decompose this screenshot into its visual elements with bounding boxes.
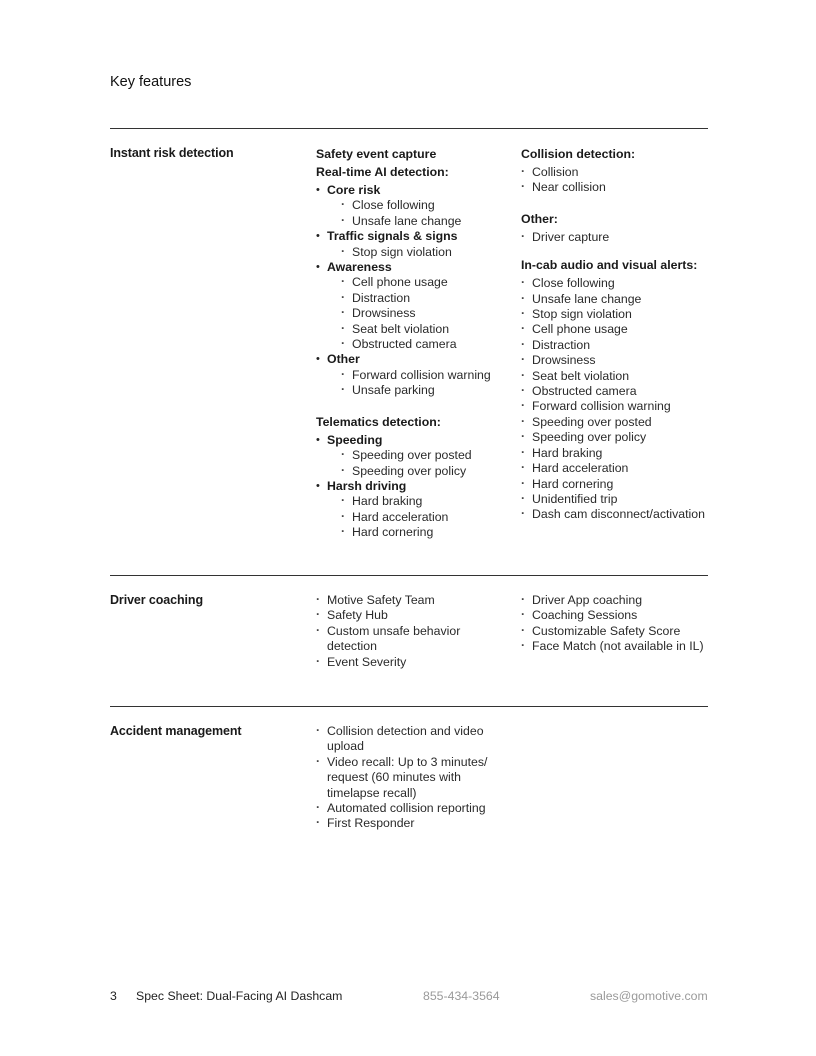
list-item: · Collision detection and video upload bbox=[316, 724, 506, 755]
footer-email: sales@gomotive.com bbox=[590, 989, 708, 1003]
list-item: · Automated collision reporting bbox=[316, 801, 506, 816]
list-item: · Forward collision warning bbox=[341, 368, 506, 383]
list-item: · Obstructed camera bbox=[521, 384, 721, 399]
collision-detection-heading: Collision detection: bbox=[521, 147, 636, 161]
risk-column-ai-telematics bbox=[316, 145, 506, 541]
list-item: · Obstructed camera bbox=[341, 337, 506, 352]
list-item: · Safety Hub bbox=[316, 608, 506, 623]
section-label-accident-management: Accident management bbox=[110, 724, 242, 738]
list-item: · Driver capture bbox=[521, 230, 721, 245]
alerts-list bbox=[521, 276, 721, 523]
list-item: • Other · Forward collision warning · Unsafe parking bbox=[316, 352, 506, 398]
list-item: · Stop sign violation bbox=[341, 245, 506, 260]
list-item: · Unsafe lane change bbox=[521, 292, 721, 307]
accident-column bbox=[316, 724, 506, 832]
section-divider bbox=[110, 128, 708, 129]
list-item: · Face Match (not available in IL) bbox=[521, 639, 721, 654]
coaching-list-right bbox=[521, 593, 721, 655]
list-item: · Near collision bbox=[521, 180, 721, 195]
list-item: · Unidentified trip bbox=[521, 492, 721, 507]
ai-detection-list bbox=[316, 183, 506, 399]
list-item: · Stop sign violation bbox=[521, 307, 721, 322]
list-item: · Distraction bbox=[341, 291, 506, 306]
list-item: • Awareness · Cell phone usage · Distraction · Drowsiness · Seat belt violation · Obstructed camera bbox=[316, 260, 506, 352]
list-item: · Distraction bbox=[521, 338, 721, 353]
list-item: · Seat belt violation bbox=[521, 369, 721, 384]
list-item: · Dash cam disconnect/activation bbox=[521, 507, 721, 522]
list-item: · Collision bbox=[521, 165, 721, 180]
telematics-list bbox=[316, 433, 506, 541]
list-item: · First Responder bbox=[316, 816, 506, 831]
footer-doc-title: Spec Sheet: Dual-Facing AI Dashcam bbox=[136, 989, 343, 1003]
risk-column-collision-alerts bbox=[521, 145, 721, 523]
list-item: · Hard cornering bbox=[521, 477, 721, 492]
list-item: · Speeding over posted bbox=[341, 448, 506, 463]
accident-list bbox=[316, 724, 506, 832]
list-item: · Custom unsafe behavior detection bbox=[316, 624, 506, 655]
list-item: · Coaching Sessions bbox=[521, 608, 721, 623]
section-label-driver-coaching: Driver coaching bbox=[110, 593, 203, 607]
section-divider bbox=[110, 575, 708, 576]
list-item: · Unsafe parking bbox=[341, 383, 506, 398]
list-item: • Harsh driving · Hard braking · Hard acceleration · Hard cornering bbox=[316, 479, 506, 541]
telematics-heading: Telematics detection: bbox=[316, 414, 441, 429]
other-list bbox=[521, 230, 721, 245]
list-item: • Speeding · Speeding over posted · Speeding over policy bbox=[316, 433, 506, 479]
list-item: · Hard acceleration bbox=[341, 510, 506, 525]
list-item: · Forward collision warning bbox=[521, 399, 721, 414]
safety-event-capture-heading: Safety event capture bbox=[316, 147, 437, 161]
list-item: · Video recall: Up to 3 minutes/ request (60 minutes with timelapse recall) bbox=[316, 755, 506, 801]
list-item: · Speeding over posted bbox=[521, 415, 721, 430]
list-item: · Customizable Safety Score bbox=[521, 624, 721, 639]
other-heading: Other: bbox=[521, 211, 558, 226]
list-item: · Motive Safety Team bbox=[316, 593, 506, 608]
list-item: · Drowsiness bbox=[521, 353, 721, 368]
collision-list bbox=[521, 165, 721, 196]
list-item: · Cell phone usage bbox=[341, 275, 506, 290]
list-item: · Hard cornering bbox=[341, 525, 506, 540]
coaching-list-left bbox=[316, 593, 506, 670]
list-item: • Traffic signals & signs · Stop sign violation bbox=[316, 229, 506, 260]
coaching-column-right bbox=[521, 593, 721, 655]
realtime-ai-heading: Real-time AI detection: bbox=[316, 165, 449, 179]
list-item: · Speeding over policy bbox=[341, 464, 506, 479]
list-item: · Hard braking bbox=[341, 494, 506, 509]
list-item: · Hard acceleration bbox=[521, 461, 721, 476]
list-item: · Event Severity bbox=[316, 655, 506, 670]
list-item: · Cell phone usage bbox=[521, 322, 721, 337]
list-item: · Drowsiness bbox=[341, 306, 506, 321]
list-item: · Unsafe lane change bbox=[341, 214, 506, 229]
list-item: · Close following bbox=[521, 276, 721, 291]
list-item: · Close following bbox=[341, 198, 506, 213]
alerts-heading: In-cab audio and visual alerts: bbox=[521, 258, 698, 273]
list-item: · Driver App coaching bbox=[521, 593, 721, 608]
list-item: • Core risk · Close following · Unsafe lane change bbox=[316, 183, 506, 229]
list-item: · Seat belt violation bbox=[341, 322, 506, 337]
list-item: · Speeding over policy bbox=[521, 430, 721, 445]
footer-phone: 855-434-3564 bbox=[423, 989, 500, 1003]
section-label-instant-risk: Instant risk detection bbox=[110, 146, 234, 160]
list-item: · Hard braking bbox=[521, 446, 721, 461]
page-title: Key features bbox=[110, 74, 192, 90]
footer-page-number: 3 bbox=[110, 989, 117, 1003]
section-divider bbox=[110, 706, 708, 707]
coaching-column-left bbox=[316, 593, 506, 670]
